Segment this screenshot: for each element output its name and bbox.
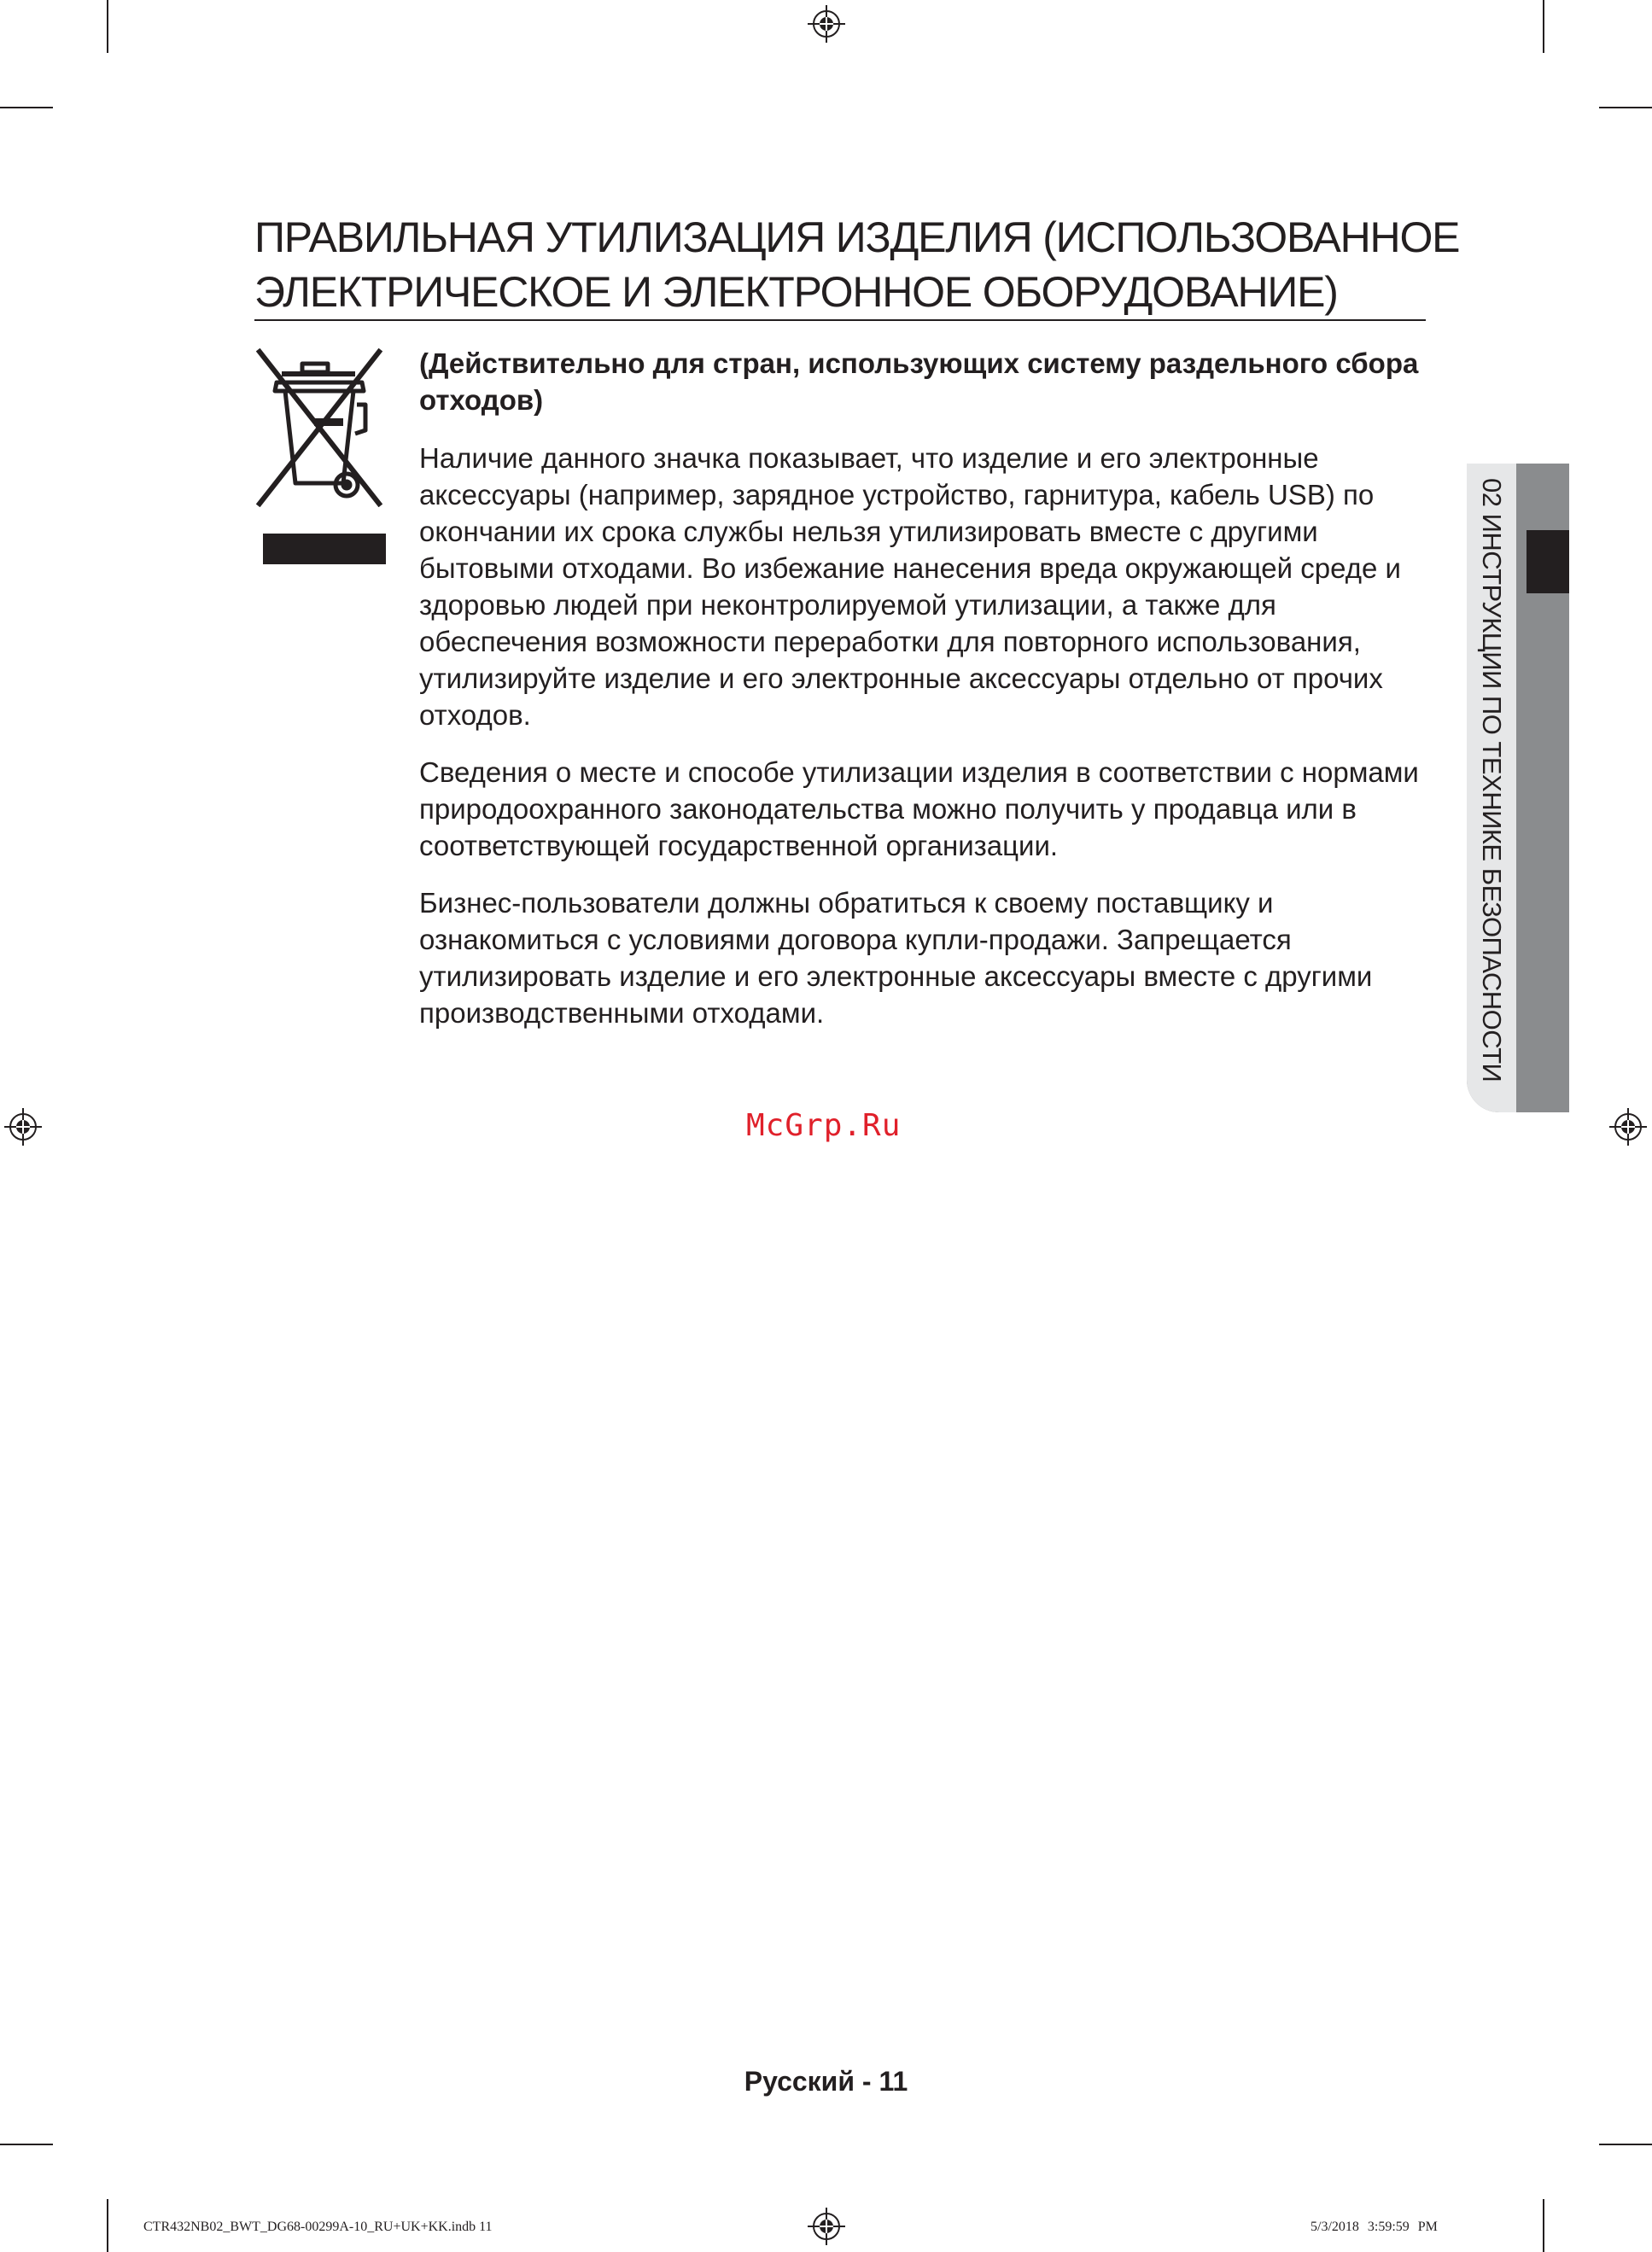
crop-mark bbox=[0, 107, 53, 108]
crop-mark bbox=[1599, 2144, 1652, 2145]
paragraph: Наличие данного значка показывает, что изделие и его электронные аксессуары (например, зарядное устройство, гарнитура, кабель USB) по окончании их срока службы нельзя утилизировать вместе с другими бытовыми отходами. Во избежание нанесения вреда окружающей среде и здоровью людей при неконтролируемой утилизации, а также для обеспечения возможности переработки для повторного использования, утилизируйте изделие и его электронные аксессуары отдельно от прочих отходов. bbox=[419, 442, 1401, 731]
crop-mark bbox=[107, 2199, 108, 2252]
disposal-content bbox=[419, 345, 1427, 1052]
registration-mark-icon bbox=[808, 2208, 845, 2245]
section-title-line: ЭЛЕКТРИЧЕСКОЕ И ЭЛЕКТРОННОЕ ОБОРУДОВАНИЕ) bbox=[254, 268, 1338, 316]
print-slug-file: CTR432NB02_BWT_DG68-00299A-10_RU+UK+KK.indb 11 bbox=[143, 2220, 493, 2234]
section-title-line: ПРАВИЛЬНАЯ УТИЛИЗАЦИЯ ИЗДЕЛИЯ (ИСПОЛЬЗОВАННОЕ bbox=[254, 213, 1460, 261]
registration-mark-icon bbox=[1609, 1108, 1647, 1146]
print-slug-datetime: 5/3/2018 3:59:59 PM bbox=[1311, 2220, 1438, 2234]
crop-mark bbox=[0, 2144, 53, 2145]
crop-mark bbox=[1543, 2199, 1544, 2252]
registration-mark-icon bbox=[808, 5, 845, 43]
weee-black-bar bbox=[263, 534, 386, 564]
applicability-note: (Действительно для стран, использующих систему раздельного сбора отходов) bbox=[419, 347, 1419, 416]
registration-mark-icon bbox=[4, 1108, 42, 1146]
paragraph: Сведения о месте и способе утилизации изделия в соответствии с нормами природоохранного законодательства можно получить у продавца или в соответствующей государственной организации. bbox=[419, 756, 1419, 861]
section-title bbox=[254, 210, 1460, 319]
crop-mark bbox=[1599, 107, 1652, 108]
crop-mark bbox=[1543, 0, 1544, 53]
side-tab-marker bbox=[1526, 530, 1569, 593]
paragraph: Бизнес-пользователи должны обратиться к своему поставщику и ознакомиться с условиями договора купли-продажи. Запрещается утилизировать изделие и его электронные аксессуары вместе с другими производственными отходами. bbox=[419, 887, 1373, 1029]
chapter-side-label: 02 ИНСТРУКЦИИ ПО ТЕХНИКЕ БЕЗОПАСНОСТИ bbox=[1477, 478, 1507, 1082]
watermark: McGrp.Ru bbox=[746, 1108, 902, 1143]
page-number: Русский - 11 bbox=[744, 2066, 908, 2097]
crossed-out-wheelie-bin-icon bbox=[254, 348, 384, 507]
crop-mark bbox=[107, 0, 108, 53]
title-divider bbox=[254, 319, 1426, 321]
